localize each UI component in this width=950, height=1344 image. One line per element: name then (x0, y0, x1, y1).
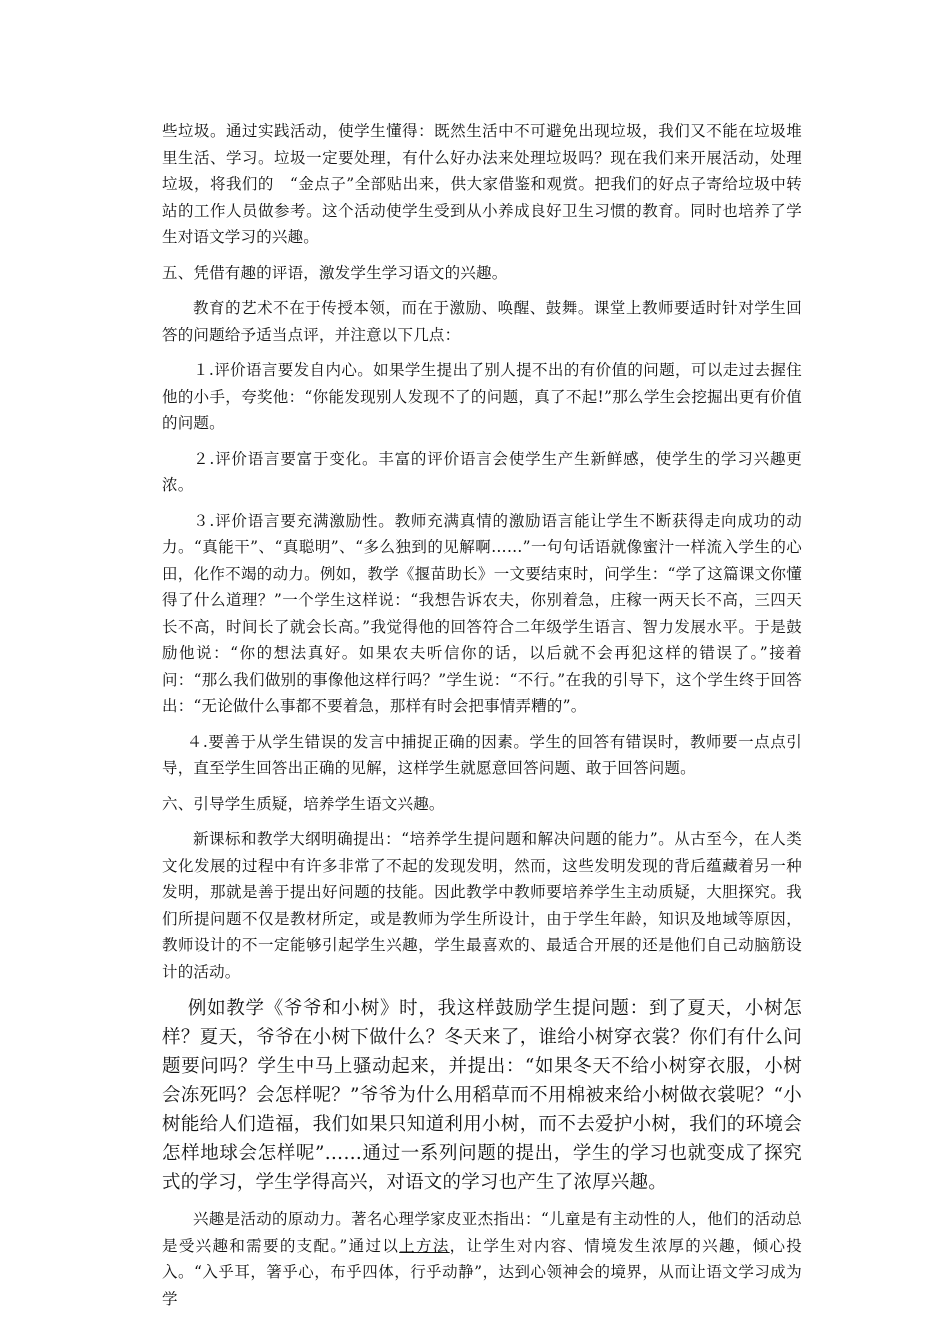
list-item-2: ２.评价语言要富于变化。丰富的评价语言会使学生产生新鲜感，使学生的学习兴趣更浓。 (162, 449, 802, 494)
section-heading-5: 五、凭借有趣的评语，激发学生学习语文的兴趣。 (162, 263, 508, 282)
paragraph-interest-motivation (162, 1206, 802, 1312)
paragraph-text-before: 兴趣是活动的原动力。著名心理学家皮亚杰指出：“儿童是有主动性的人，他们的活动总是受兴趣和需要的支配。”通过以 (162, 1210, 802, 1255)
list-item-3: ３.评价语言要充满激励性。教师充满真情的激励语言能让学生不断获得走向成功的动力。“真能干”、“真聪明”、“多么独到的见解啊……”一句句话语就像蜜汁一样流入学生的心田，化作不竭的动力。例如，教学《揠苗助长》一文要结束时，问学生：“学了这篇课文你懂得了什么道理？”一个学生这样说：“我想告诉农夫，你别着急，庄稼一两天长不高，三四天长不高，时间长了就会长高。”我觉得他的回答符合二年级学生语言、智力发展水平。于是鼓励他说：“你的想法真好。如果农夫听信你的话，以后就不会再犯这样的错误了。”接着问：“那么我们做别的事像他这样行吗？”学生说：“不行。”在我的引导下，这个学生终于回答出：“无论做什么事都不要着急，那样有时会把事情弄糟的”。 (162, 511, 802, 715)
list-item-1: １.评价语言要发自内心。如果学生提出了别人提不出的有价值的问题，可以走过去握住他的小手，夸奖他：“你能发现别人发现不了的问题，真了不起!”那么学生会挖掘出更有价值的问题。 (162, 361, 802, 432)
paragraph-example-grandpa-tree: 例如教学《爷爷和小树》时，我这样鼓励学生提问题：到了夏天，小树怎样？夏天，爷爷在小树下做什么？冬天来了，谁给小树穿衣裳？你们有什么问题要问吗？学生中马上骚动起来，并提出：“如果冬天不给小树穿衣服，小树会冻死吗？会怎样呢？”爷爷为什么用稻草而不用棉被来给小树做衣裳呢？“小树能给人们造福，我们如果只知道利用小树，而不去爱护小树，我们的环境会怎样地球会怎样呢”……通过一系列问题的提出，学生的学习也就变成了探究式的学习，学生学得高兴，对语文的学习也产生了浓厚兴趣。 (162, 998, 802, 1193)
paragraph-questioning: 新课标和教学大纲明确提出：“培养学生提问题和解决问题的能力”。从古至今，在人类文化发展的过程中有许多非常了不起的发现发明，然而，这些发明发现的背后蕴藏着另一种发明，那就是善于提出好问题的技能。因此教学中教师要培养学生主动质疑，大胆探究。我们所提问题不仅是教材所定，或是教师为学生所设计，由于学生年龄，知识及地域等原因，教师设计的不一定能够引起学生兴趣，学生最喜欢的、最适合开展的还是他们自己动脑筋设计的活动。 (162, 830, 802, 981)
paragraph-text-after: ，让学生对内容、情境发生浓厚的兴趣，倾心投入。“入乎耳，箸乎心，布乎四体，行乎动静”，达到心领神会的境界，从而让语文学习成为学 (162, 1236, 802, 1308)
document-body (162, 118, 802, 1312)
list-item-4: ４.要善于从学生错误的发言中捕捉正确的因素。学生的回答有错误时，教师要一点点引导，直至学生回答出正确的见解，这样学生就愿意回答问题、敢于回答问题。 (162, 732, 802, 777)
paragraph-garbage-activity: 些垃圾。通过实践活动，使学生懂得：既然生活中不可避免出现垃圾，我们又不能在垃圾堆里生活、学习。垃圾一定要处理，有什么好办法来处理垃圾吗？现在我们来开展活动，处理垃圾，将我们的 “金点子”全部贴出来，供大家借鉴和观赏。把我们的好点子寄给垃圾中转站的工作人员做参考。这个活动使学生受到从小养成良好卫生习惯的教育。同时也培养了学生对语文学习的兴趣。 (162, 122, 802, 246)
paragraph-art-of-education: 教育的艺术不在于传授本领，而在于激励、唤醒、鼓舞。课堂上教师要适时针对学生回答的问题给予适当点评，并注意以下几点： (162, 299, 802, 344)
section-heading-6: 六、引导学生质疑，培养学生语文兴趣。 (162, 794, 445, 813)
underlined-phrase: 上方法 (399, 1236, 450, 1255)
